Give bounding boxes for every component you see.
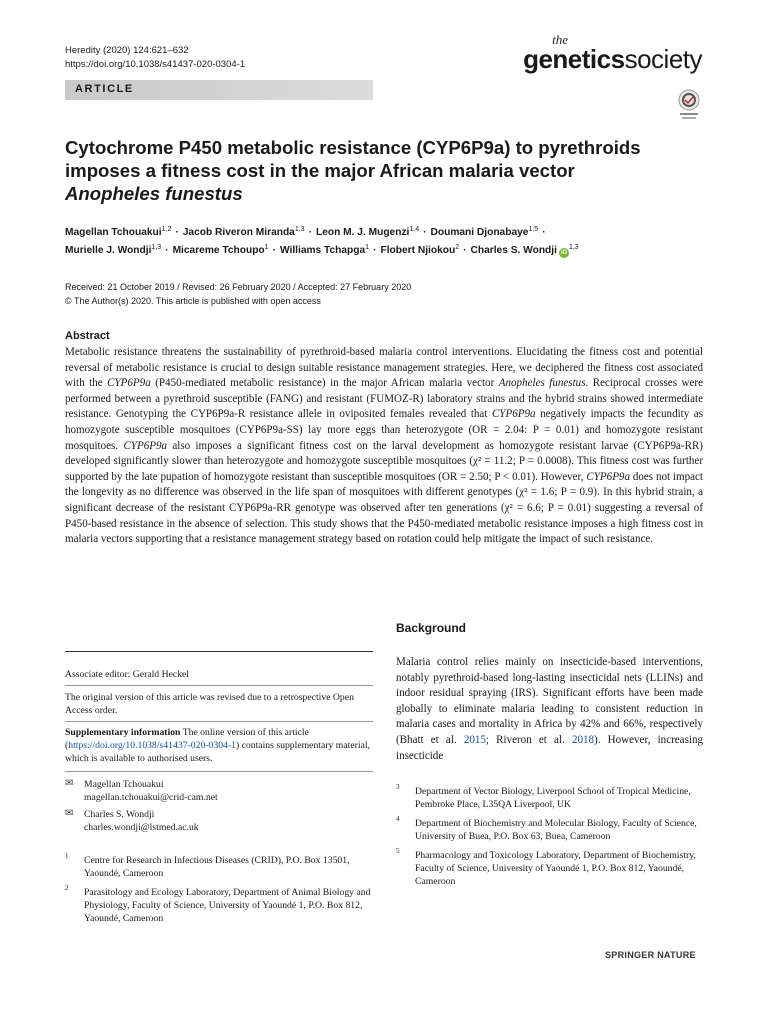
- revised-note: The original version of this article was revised due to a retrospective Open Access order.: [65, 692, 354, 716]
- background-heading: Background: [396, 621, 467, 635]
- author-affiliation: 1,3: [568, 244, 579, 251]
- abstract-heading: Abstract: [65, 330, 110, 342]
- logo-bold: genetics: [523, 44, 625, 74]
- author-affiliation: 1,3: [294, 226, 305, 233]
- author-separator: ·: [175, 227, 179, 238]
- author-affiliation: 1,4: [409, 226, 420, 233]
- check-for-updates-badge[interactable]: [676, 88, 702, 122]
- associate-editor: Associate editor: Gerald Heckel: [65, 669, 190, 680]
- journal-doi[interactable]: https://doi.org/10.1038/s41437-020-0304-1: [65, 59, 246, 70]
- author-name[interactable]: Jacob Riveron Miranda: [182, 227, 295, 238]
- background-body: Malaria control relies mainly on insecticide-based interventions, notably pyrethroid-based long-lasting insecticidal nets (LLINs) and indoor residual spraying (IRS). Significant efforts have been made globally to eliminate malaria leading to consistent reduction in malaria cases and mortality in Africa by 42% and 66%, respectively (Bhatt et al. 2015; Riveron et al. 2018). However, increasing insecticide: [396, 656, 703, 762]
- genetics-society-logo: [502, 32, 702, 76]
- contact-email[interactable]: charles.wondji@lstmed.ac.uk: [84, 822, 199, 833]
- section-label: ARTICLE: [75, 83, 134, 95]
- author-affiliation: 1,2: [161, 226, 172, 233]
- footnote-divider-4: [65, 771, 373, 772]
- citation-year-link[interactable]: 2015: [463, 733, 486, 746]
- affiliation-text: Parasitology and Ecology Laboratory, Department of Animal Biology and Physiology, Faculty of Science, University of Yaoundé 1, P.O. Box 812, Yaoundé, Cameroon: [84, 887, 371, 924]
- contact-name: Charles S. Wondji: [84, 809, 155, 820]
- author-name[interactable]: Doumani Djonabaye: [430, 227, 529, 238]
- logo-light: society: [624, 44, 702, 74]
- author-list: [65, 224, 715, 260]
- check-updates-icon: [676, 88, 702, 122]
- journal-header: [65, 44, 245, 72]
- orcid-icon[interactable]: iD: [560, 250, 567, 256]
- author-separator: ·: [423, 227, 427, 238]
- citation-year-link[interactable]: 2018: [571, 733, 595, 746]
- author-name[interactable]: Williams Tchapga: [279, 245, 366, 256]
- section-label-bar: [65, 80, 373, 100]
- supp-link[interactable]: https://doi.org/10.1038/s41437-020-0304-1: [68, 740, 236, 751]
- affiliation-number: 2: [65, 884, 69, 892]
- italic-term: Anopheles funestus: [498, 377, 586, 390]
- envelope-icon: ✉: [65, 778, 74, 789]
- author-name[interactable]: Charles S. Wondji: [470, 245, 557, 256]
- dates-line: Received: 21 October 2019 / Revised: 26 February 2020 / Accepted: 27 February 2020: [65, 282, 412, 292]
- affiliation-text: Department of Biochemistry and Molecular Biology, Faculty of Science, University of Buea, P.O. Box 63, Buea, Cameroon: [415, 818, 697, 842]
- author-name[interactable]: Magellan Tchouakui: [65, 227, 162, 238]
- contact-entry: [84, 808, 374, 834]
- journal-citation: Heredity (2020) 124:621–632: [65, 45, 189, 56]
- author-separator: ·: [165, 245, 169, 256]
- affiliation-number: 1: [65, 852, 69, 860]
- author-name[interactable]: Murielle J. Wondji: [65, 245, 152, 256]
- article-title: [65, 136, 685, 205]
- contact-name: Magellan Tchouakui: [84, 779, 164, 790]
- author-affiliation: 2: [455, 244, 460, 251]
- copyright-line: © The Author(s) 2020. This article is published with open access: [65, 296, 321, 306]
- contact-email[interactable]: magellan.tchouakui@crid-cam.net: [84, 792, 218, 803]
- author-affiliation: 1,5: [528, 226, 539, 233]
- italic-term: CYP6P9a: [491, 408, 541, 421]
- supp-text-b: ) contains supplementary material, which is available to authorised users.: [65, 740, 370, 764]
- title-line-1: Cytochrome P450 metabolic resistance (CYP6P9a) to pyrethroids: [65, 137, 641, 158]
- affiliation-text: Centre for Research in Infectious Diseases (CRID), P.O. Box 13501, Yaoundé, Cameroon: [84, 855, 350, 879]
- affiliation-number: 3: [396, 783, 400, 791]
- italic-term: CYP6P9a: [123, 439, 173, 452]
- footnote-divider-2: [65, 685, 373, 686]
- supplementary-info: [65, 726, 373, 765]
- author-name[interactable]: Flobert Njiokou: [380, 245, 456, 256]
- author-separator: ·: [542, 227, 546, 238]
- author-separator: ·: [373, 245, 377, 256]
- author-separator: ·: [308, 227, 312, 238]
- affiliation-number: 4: [396, 815, 400, 823]
- logo-wordmark: [523, 44, 702, 75]
- footnote-divider: [65, 651, 373, 652]
- affiliation-number: 5: [396, 847, 400, 855]
- author-name[interactable]: Micareme Tchoupo: [172, 245, 265, 256]
- affiliation-text: Pharmacology and Toxicology Laboratory, Department of Biochemistry, Faculty of Science, University of Yaoundé 1, P.O. Box 812, Yaoundé, Cameroon: [415, 850, 696, 887]
- author-affiliation: 1: [365, 244, 370, 251]
- author-separator: ·: [272, 245, 276, 256]
- affiliation-text: Department of Vector Biology, Liverpool School of Tropical Medicine, Pembroke Place, L35QA Liverpool, UK: [415, 786, 691, 810]
- supp-label: Supplementary information: [65, 727, 181, 738]
- footnote-divider-3: [65, 721, 373, 722]
- title-line-3: Anopheles funestus: [65, 183, 243, 204]
- contact-entry: [84, 778, 374, 804]
- italic-term: CYP6P9a: [586, 470, 633, 483]
- author-affiliation: 1,3: [151, 244, 162, 251]
- abstract-body: Metabolic resistance threatens the sustainability of pyrethroid-based malaria control interventions. Elucidating the fitness cost and potential reversal of metabolic resistance is crucial to design suitable resistance management strategies. Here, we deciphered the fitness cost associated with the CYP6P9a (P450-mediated metabolic resistance) in the major African malaria vector Anopheles funestus. Reciprocal crosses were performed between a pyrethroid susceptible (FANG) and resistant (FUMOZ-R) laboratory strains and the hybrid strains showed intermediate resistance. Genotyping the CYP6P9a-R resistance allele in oviposited females revealed that CYP6P9a negatively impacts the fecundity as homozygote susceptible mosquitoes (CYP6P9a-SS) lay more eggs than heterozygote (OR = 2.04: P = 0.01) and homozygote resistant mosquitoes. CYP6P9a also imposes a significant fitness cost on the larval development as homozygote resistant larvae (CYP6P9a-RR) developed significantly slower than heterozygote and homozygote susceptible mosquitoes (χ² = 11.2; P = 0.0008). This fitness cost was further supported by the late pupation of homozygote resistant than susceptible mosquitoes (OR = 2.50; P < 0.01). However, CYP6P9a does not impact the longevity as no difference was observed in the life span of mosquitoes with different genotypes (χ² = 1.6; P = 0.9). In this hybrid strain, a significant decrease of the resistant CYP6P9a-RR genotype was observed after ten generations (χ² = 6.6; P = 0.01) suggesting a reversal of P450-based resistance in the absence of selection. This study shows that the P450-mediated metabolic resistance imposes a high fitness cost in malaria vectors supporting that a resistance management strategy based on rotation could help mitigate the impact of such resistance.: [65, 346, 704, 546]
- author-affiliation: 1: [264, 244, 269, 251]
- envelope-icon: ✉: [65, 808, 74, 819]
- article-dates: [65, 280, 411, 308]
- publisher-logo: SPRINGER NATURE: [605, 950, 696, 960]
- logo-the: the: [552, 32, 568, 47]
- supp-text-a: The online version of this article (: [65, 727, 309, 751]
- italic-term: CYP6P9a: [107, 377, 156, 390]
- author-separator: ·: [463, 245, 467, 256]
- author-name[interactable]: Leon M. J. Mugenzi: [315, 227, 410, 238]
- title-line-2: imposes a fitness cost in the major African malaria vector: [65, 160, 575, 181]
